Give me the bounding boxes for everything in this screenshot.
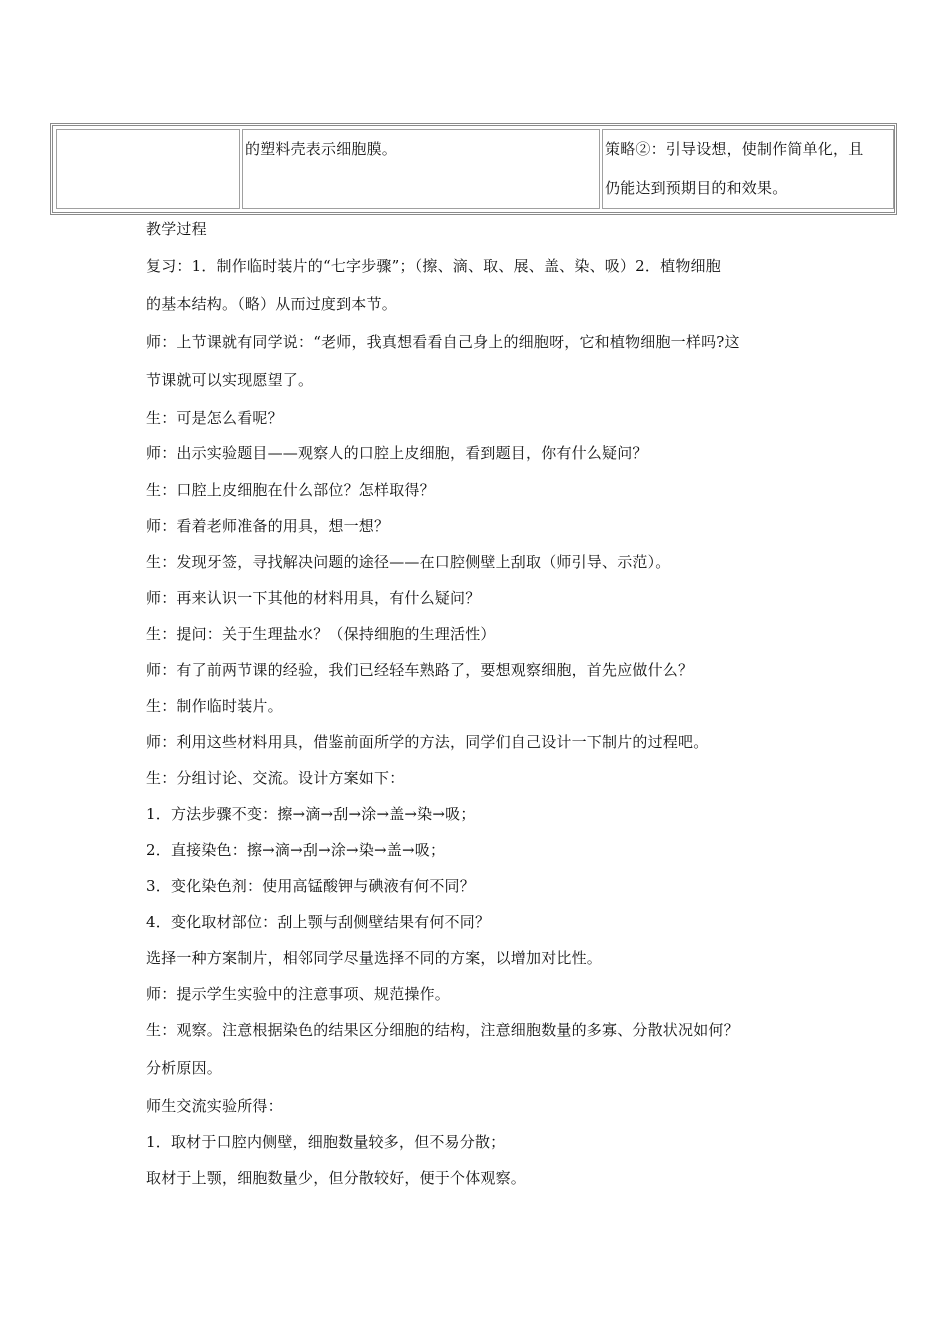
body-line: 2．直接染色：擦→滴→刮→涂→染→盖→吸； xyxy=(146,841,446,859)
section-heading: 教学过程 xyxy=(146,220,207,238)
strategy-line-1: 策略②：引导设想，使制作简单化，且 xyxy=(605,140,864,158)
body-line: 师：提示学生实验中的注意事项、规范操作。 xyxy=(146,985,451,1003)
body-line: 复习：1．制作临时装片的“七字步骤”；（擦、滴、取、展、盖、染、吸）2．植物细胞 xyxy=(146,257,721,275)
body-line: 师：上节课就有同学说：“老师，我真想看看自己身上的细胞呀，它和植物细胞一样吗?这 xyxy=(146,333,740,351)
table-cell-content xyxy=(242,129,600,209)
body-line: 选择一种方案制片，相邻同学尽量选择不同的方案，以增加对比性。 xyxy=(146,949,603,967)
body-line: 1．取材于口腔内侧壁，细胞数量较多，但不易分散； xyxy=(146,1133,506,1151)
body-line: 生：制作临时装片。 xyxy=(146,697,283,715)
body-line: 生：发现牙签，寻找解决问题的途径——在口腔侧壁上刮取（师引导、示范）。 xyxy=(146,553,671,571)
body-line: 4．变化取材部位：刮上颚与刮侧壁结果有何不同？ xyxy=(146,913,491,931)
body-line: 取材于上颚，细胞数量少，但分散较好，便于个体观察。 xyxy=(146,1169,527,1187)
strategy-table xyxy=(50,123,897,215)
body-line: 生：可是怎么看呢？ xyxy=(146,409,283,427)
body-line: 师：再来认识一下其他的材料用具，有什么疑问？ xyxy=(146,589,481,607)
body-line: 节课就可以实现愿望了。 xyxy=(146,371,314,389)
body-line: 分析原因。 xyxy=(146,1059,223,1077)
strategy-line-2: 仍能达到预期目的和效果。 xyxy=(605,179,788,197)
body-line: 1．方法步骤不变：擦→滴→刮→涂→盖→染→吸； xyxy=(146,805,476,823)
table-cell-text: 的塑料壳表示细胞膜。 xyxy=(245,140,398,158)
body-line: 师：利用这些材料用具，借鉴前面所学的方法，同学们自己设计一下制片的过程吧。 xyxy=(146,733,709,751)
body-line: 师：有了前两节课的经验，我们已经轻车熟路了，要想观察细胞，首先应做什么？ xyxy=(146,661,694,679)
body-line: 生：提问：关于生理盐水？（保持细胞的生理活性） xyxy=(146,625,496,643)
body-line: 生：口腔上皮细胞在什么部位？怎样取得？ xyxy=(146,481,435,499)
body-line: 师：出示实验题目——观察人的口腔上皮细胞，看到题目，你有什么疑问？ xyxy=(146,444,648,462)
body-line: 师：看着老师准备的用具，想一想？ xyxy=(146,517,390,535)
table-cell-strategy xyxy=(602,129,894,209)
body-line: 生：分组讨论、交流。设计方案如下： xyxy=(146,769,405,787)
body-line: 3．变化染色剂：使用高锰酸钾与碘液有何不同？ xyxy=(146,877,475,895)
table-cell-empty xyxy=(56,129,240,209)
body-line: 生：观察。注意根据染色的结果区分细胞的结构，注意细胞数量的多寡、分散状况如何？ xyxy=(146,1021,739,1039)
body-line: 的基本结构。（略）从而过度到本节。 xyxy=(146,295,397,313)
body-line: 师生交流实验所得： xyxy=(146,1097,283,1115)
